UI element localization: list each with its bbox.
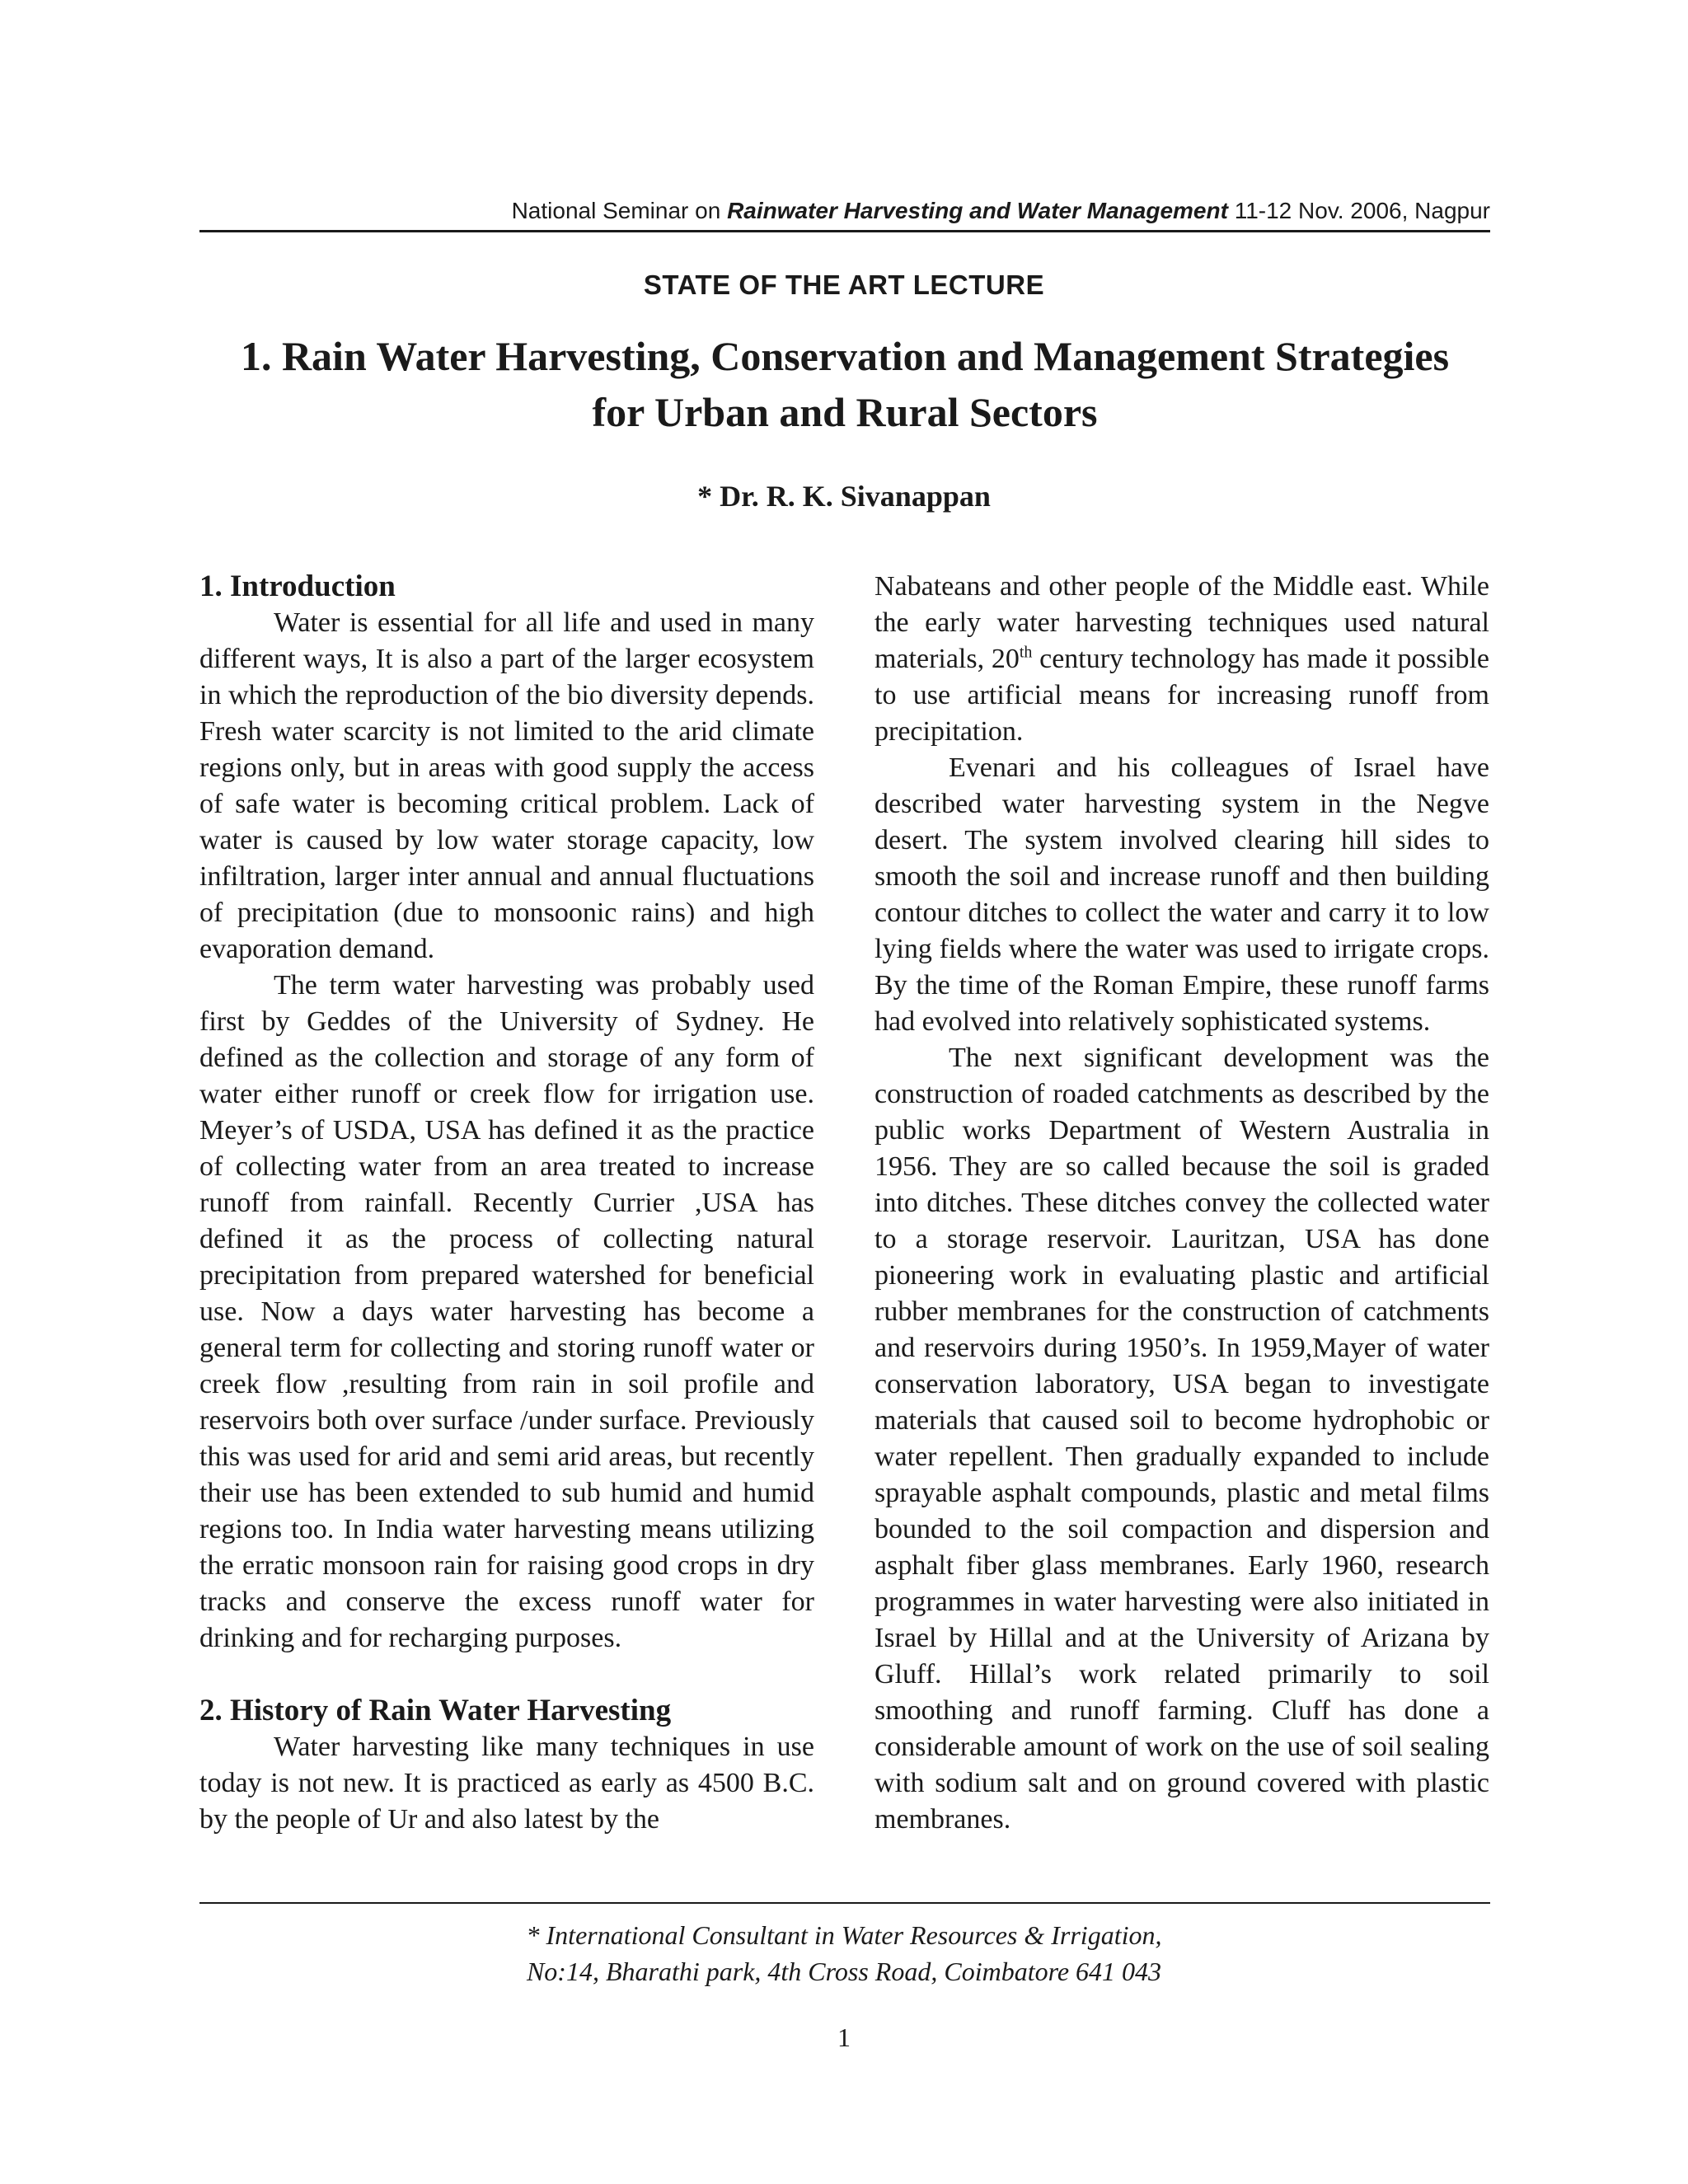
header-date-place: 11-12 Nov. 2006, Nagpur: [1234, 198, 1490, 223]
history-paragraph-3: The next significant development was the construction of roaded catchments as described by the public works Department of Western Australia in 1956. They are so called because the soil is graded into ditches. These ditches convey the collected water to a storage reservoir. Lauritzan, USA has done pioneering work in evaluating plastic and artificial rubber membranes for the construction of catchments and reservoirs during 1950’s. In 1959,Mayer of water conservation laboratory, USA began to investigate materials that caused soil to become hydrophobic or water repellent. Then gradually expanded to include sprayable asphalt compounds, plastic and metal films bounded to the soil compaction and dispersion and asphalt fiber glass membranes. Early 1960, research programmes in water harvesting were also initiated in Israel by Hillal and at the University of Arizana by Gluff. Hillal’s work related primarily to soil smoothing and runoff farming. Cluff has done a considerable amount of work on the use of soil sealing with sodium salt and on ground covered with plastic membranes.: [874, 1043, 1489, 1835]
intro-paragraph-2: The term water harvesting was probably used first by Geddes of the University of Sydney. He defined as the collection and storage of any form of water either runoff or creek flow for irrigation use. Meyer’s of USDA, USA has defined it as the practice of collecting water from an area treated to increase runoff from rainfall. Recently Currier ,USA has defined it as the process of collecting natural precipitation from prepared watershed for beneficial use. Now a days water harvesting has become a general term for collecting and storing runoff water or creek flow ,resulting from rain in soil profile and reservoirs both over surface /under surface. Previously this was used for arid and semi arid areas, but recently their use has been extended to sub humid and humid regions too. In India water harvesting means utilizing the erratic monsoon rain for raising good crops in dry tracks and conserve the excess runoff water for drinking and for recharging purposes.: [199, 970, 814, 1653]
left-column: [199, 569, 814, 1838]
footnote-line-2: No:14, Bharathi park, 4th Cross Road, Coimbatore 641 043: [526, 1957, 1162, 1986]
paper-title: [199, 328, 1490, 440]
section-heading-introduction: 1. Introduction: [199, 569, 396, 603]
history-paragraph-1: Water harvesting like many techniques in use today is not new. It is practiced as early as 4500 B.C. by the people of Ur and also latest by the: [199, 1732, 814, 1835]
page-number: 1: [837, 2022, 851, 2052]
title-line-2: for Urban and Rural Sectors: [592, 389, 1098, 435]
intro-paragraph-1: Water is essential for all life and used in many different ways, It is also a part of the larger ecosystem in which the reproduction of the bio diversity depends. Fresh water scarcity is not limited to the arid climate regions only, but in areas with good supply the access of safe water is becoming critical problem. Lack of water is caused by low water storage capacity, low infiltration, larger inter annual and annual fluctuations of precipitation (due to monsoonic rains) and high evaporation demand.: [199, 607, 814, 964]
history-paragraph-2: Evenari and his colleagues of Israel have described water harvesting system in the Negve desert. The system involved clearing hill sides to smooth the soil and increase runoff and then building contour ditches to collect the water and carry it to low lying fields where the water was used to irrigate crops. By the time of the Roman Empire, these runoff farms had evolved into relatively sophisticated systems.: [874, 752, 1489, 1037]
footnote-line-1: * International Consultant in Water Resources & Irrigation,: [526, 1920, 1162, 1950]
continued-text-end: century technology has made it possible to use artificial means for increasing runoff from precipitation.: [874, 644, 1489, 747]
header-divider: [199, 230, 1490, 232]
title-line-1: 1. Rain Water Harvesting, Conservation and Management Strategies: [240, 333, 1450, 379]
header-seminar-title: Rainwater Harvesting and Water Management: [727, 198, 1228, 223]
lecture-label: STATE OF THE ART LECTURE: [643, 269, 1045, 300]
history-continued-paragraph: [874, 569, 1489, 750]
running-header: [199, 196, 1490, 226]
continued-text-start: Nabateans and other people of the Middle east. While the early water harvesting techniques used natural materials, 20: [874, 571, 1489, 674]
footnote-divider: [199, 1902, 1490, 1904]
ordinal-superscript: th: [1019, 643, 1033, 662]
author-name: * Dr. R. K. Sivanappan: [697, 480, 991, 513]
right-column: [874, 569, 1489, 1838]
author-footnote: [0, 1917, 1688, 1990]
header-prefix: National Seminar on: [511, 198, 721, 223]
section-heading-history: 2. History of Rain Water Harvesting: [199, 1694, 672, 1727]
